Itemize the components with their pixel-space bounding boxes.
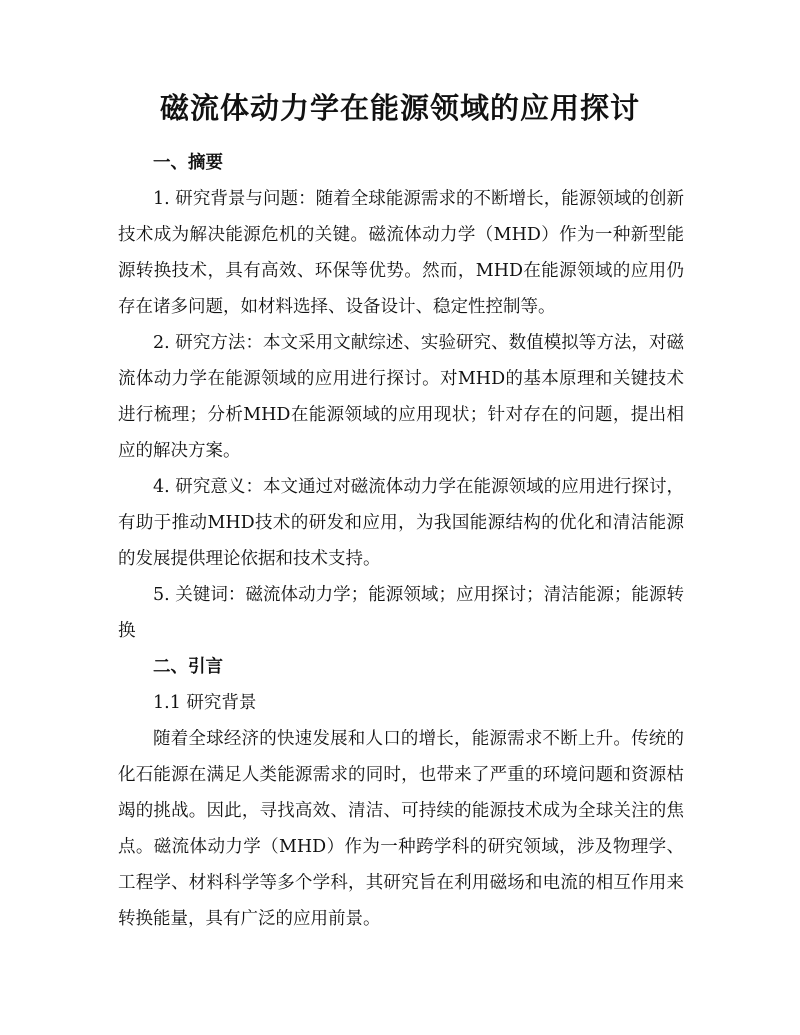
section-heading-abstract: 一、摘要 xyxy=(153,153,223,173)
abstract-item-background: 1. 研究背景与问题：随着全球能源需求的不断增长，能源领域的创新技术成为解决能源危机的关键。磁流体动力学（MHD）作为一种新型能源转换技术，具有高效、环保等优势。然而，MHD在能源领域的应用仍存在诸多问题，如材料选择、设备设计、稳定性控制等。 xyxy=(118,189,684,317)
subsection-heading-background: 1.1 研究背景 xyxy=(153,693,257,713)
introduction-paragraph: 随着全球经济的快速发展和人口的增长，能源需求不断上升。传统的化石能源在满足人类能源需求的同时，也带来了严重的环境问题和资源枯竭的挑战。因此，寻找高效、清洁、可持续的能源技术成为全球关注的焦点。磁流体动力学（MHD）作为一种跨学科的研究领域，涉及物理学、工程学、材料科学等多个学科，其研究旨在利用磁场和电流的相互作用来转换能量，具有广泛的应用前景。 xyxy=(118,729,684,929)
document-body xyxy=(118,145,684,937)
document-title: 磁流体动力学在能源领域的应用探讨 xyxy=(159,91,640,125)
abstract-item-method: 2. 研究方法：本文采用文献综述、实验研究、数值模拟等方法，对磁流体动力学在能源领域的应用进行探讨。对MHD的基本原理和关键技术进行梳理；分析MHD在能源领域的应用现状；针对存在的问题，提出相应的解决方案。 xyxy=(118,333,684,461)
abstract-item-keywords: 5. 关键词：磁流体动力学；能源领域；应用探讨；清洁能源；能源转换 xyxy=(118,585,684,641)
section-heading-introduction: 二、引言 xyxy=(153,657,223,677)
abstract-item-significance: 4. 研究意义：本文通过对磁流体动力学在能源领域的应用进行探讨，有助于推动MHD技术的研发和应用，为我国能源结构的优化和清洁能源的发展提供理论依据和技术支持。 xyxy=(118,477,684,569)
